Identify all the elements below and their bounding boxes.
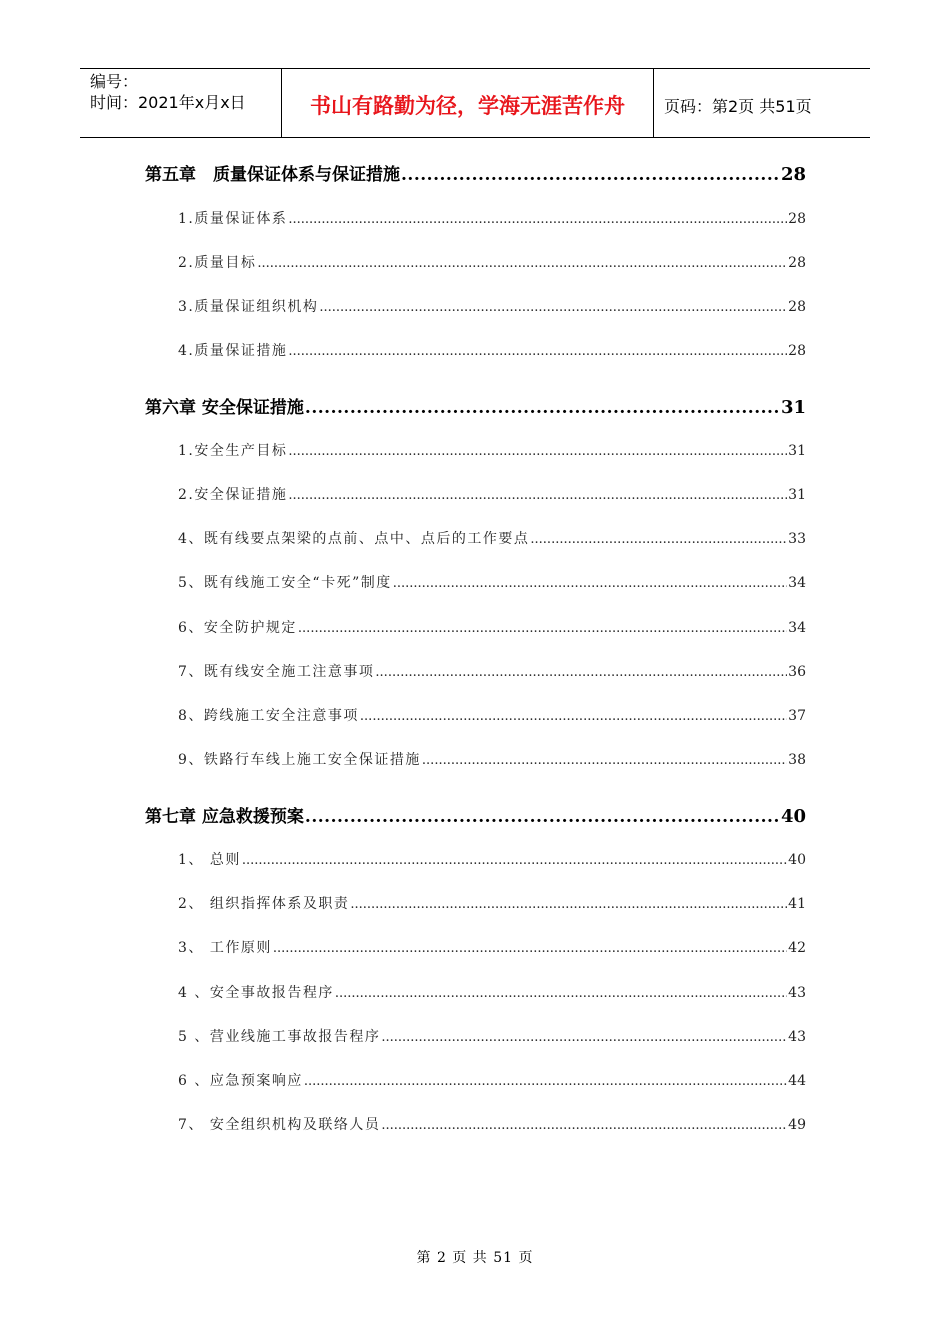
toc-entry[interactable] xyxy=(178,484,806,504)
header-meta xyxy=(80,69,282,137)
entry-page: 41 xyxy=(788,896,806,912)
entry-title: 5 、营业线施工事故报告程序 xyxy=(178,1029,381,1045)
toc-entry[interactable] xyxy=(178,1114,806,1134)
leader-dots xyxy=(257,256,787,271)
entry-title: 2.安全保证措施 xyxy=(178,487,288,503)
entry-page: 38 xyxy=(788,752,806,768)
toc-entry[interactable] xyxy=(178,440,806,460)
leader-dots xyxy=(381,1118,787,1133)
document-date: 时间：2021年x月x日 xyxy=(90,93,246,112)
toc-entry[interactable] xyxy=(178,572,806,592)
toc-entry[interactable] xyxy=(178,849,806,869)
entry-title: 3、 工作原则 xyxy=(178,940,272,956)
entry-page: 28 xyxy=(788,343,806,359)
entry-title: 7、 安全组织机构及联络人员 xyxy=(178,1117,381,1133)
entry-page: 43 xyxy=(788,985,806,1001)
page-footer: 第 2 页 共 51 页 xyxy=(416,1250,534,1266)
entry-page: 31 xyxy=(788,443,806,459)
entry-page: 28 xyxy=(788,211,806,227)
entry-page: 37 xyxy=(788,708,806,724)
chapter-title: 第六章 安全保证措施 xyxy=(145,398,304,418)
entry-title: 6 、应急预案响应 xyxy=(178,1073,303,1089)
header-motto: 书山有路勤为径，学海无涯苦作舟 xyxy=(282,69,654,137)
leader-dots xyxy=(350,897,787,912)
entry-page: 34 xyxy=(788,620,806,636)
entry-page: 34 xyxy=(788,575,806,591)
leader-dots xyxy=(530,532,787,547)
toc-entry[interactable] xyxy=(178,296,806,316)
entry-page: 49 xyxy=(788,1117,806,1133)
leader-dots xyxy=(401,165,780,185)
leader-dots xyxy=(305,398,780,418)
entry-title: 4、既有线要点架梁的点前、点中、点后的工作要点 xyxy=(178,531,530,547)
entry-page: 42 xyxy=(788,940,806,956)
entry-title: 1.质量保证体系 xyxy=(178,211,288,227)
toc-entry[interactable] xyxy=(178,340,806,360)
chapter-title: 第五章 质量保证体系与保证措施 xyxy=(145,165,400,185)
leader-dots xyxy=(319,300,787,315)
toc-entry[interactable] xyxy=(178,252,806,272)
leader-dots xyxy=(273,941,787,956)
toc-entry[interactable] xyxy=(178,982,806,1002)
toc-entry[interactable] xyxy=(178,705,806,725)
toc-entry[interactable] xyxy=(178,749,806,769)
leader-dots xyxy=(305,807,780,827)
entry-title: 6、安全防护规定 xyxy=(178,620,297,636)
page-header xyxy=(80,68,870,138)
toc-chapter-7[interactable] xyxy=(145,802,806,827)
leader-dots xyxy=(360,709,787,724)
toc-chapter-5[interactable] xyxy=(145,160,806,185)
toc-entry[interactable] xyxy=(178,893,806,913)
entry-title: 4.质量保证措施 xyxy=(178,343,288,359)
entry-page: 36 xyxy=(788,664,806,680)
toc-entry[interactable] xyxy=(178,1026,806,1046)
entry-title: 2.质量目标 xyxy=(178,255,257,271)
leader-dots xyxy=(393,576,787,591)
toc-entry[interactable] xyxy=(178,661,806,681)
toc-entry[interactable] xyxy=(178,617,806,637)
entry-page: 44 xyxy=(788,1073,806,1089)
entry-title: 7、既有线安全施工注意事项 xyxy=(178,664,375,680)
leader-dots xyxy=(422,753,787,768)
entry-title: 5、既有线施工安全“卡死”制度 xyxy=(178,575,392,591)
leader-dots xyxy=(288,212,787,227)
entry-page: 28 xyxy=(788,299,806,315)
entry-page: 40 xyxy=(788,852,806,868)
entry-title: 1、 总则 xyxy=(178,852,241,868)
leader-dots xyxy=(335,986,787,1001)
toc-entry[interactable] xyxy=(178,208,806,228)
entry-page: 31 xyxy=(788,487,806,503)
leader-dots xyxy=(375,665,787,680)
leader-dots xyxy=(288,344,787,359)
chapter-title: 第七章 应急救援预案 xyxy=(145,807,304,827)
entry-title: 1.安全生产目标 xyxy=(178,443,288,459)
leader-dots xyxy=(288,488,787,503)
entry-title: 3.质量保证组织机构 xyxy=(178,299,319,315)
leader-dots xyxy=(288,444,787,459)
header-page-info: 页码：第2页 共51页 xyxy=(664,96,812,116)
leader-dots xyxy=(298,621,787,636)
leader-dots xyxy=(304,1074,787,1089)
leader-dots xyxy=(242,853,787,868)
chapter-page: 40 xyxy=(780,806,806,827)
toc-entry[interactable] xyxy=(178,937,806,957)
chapter-page: 28 xyxy=(780,164,806,185)
entry-title: 9、铁路行车线上施工安全保证措施 xyxy=(178,752,421,768)
toc-entry[interactable] xyxy=(178,528,806,548)
toc-entry[interactable] xyxy=(178,1070,806,1090)
leader-dots xyxy=(381,1030,787,1045)
entry-title: 8、跨线施工安全注意事项 xyxy=(178,708,359,724)
entry-page: 33 xyxy=(788,531,806,547)
toc-chapter-6[interactable] xyxy=(145,393,806,418)
entry-page: 28 xyxy=(788,255,806,271)
entry-title: 4 、安全事故报告程序 xyxy=(178,985,334,1001)
entry-title: 2、 组织指挥体系及职责 xyxy=(178,896,350,912)
chapter-page: 31 xyxy=(780,397,806,418)
entry-page: 43 xyxy=(788,1029,806,1045)
document-number-label: 编号： xyxy=(90,72,139,91)
